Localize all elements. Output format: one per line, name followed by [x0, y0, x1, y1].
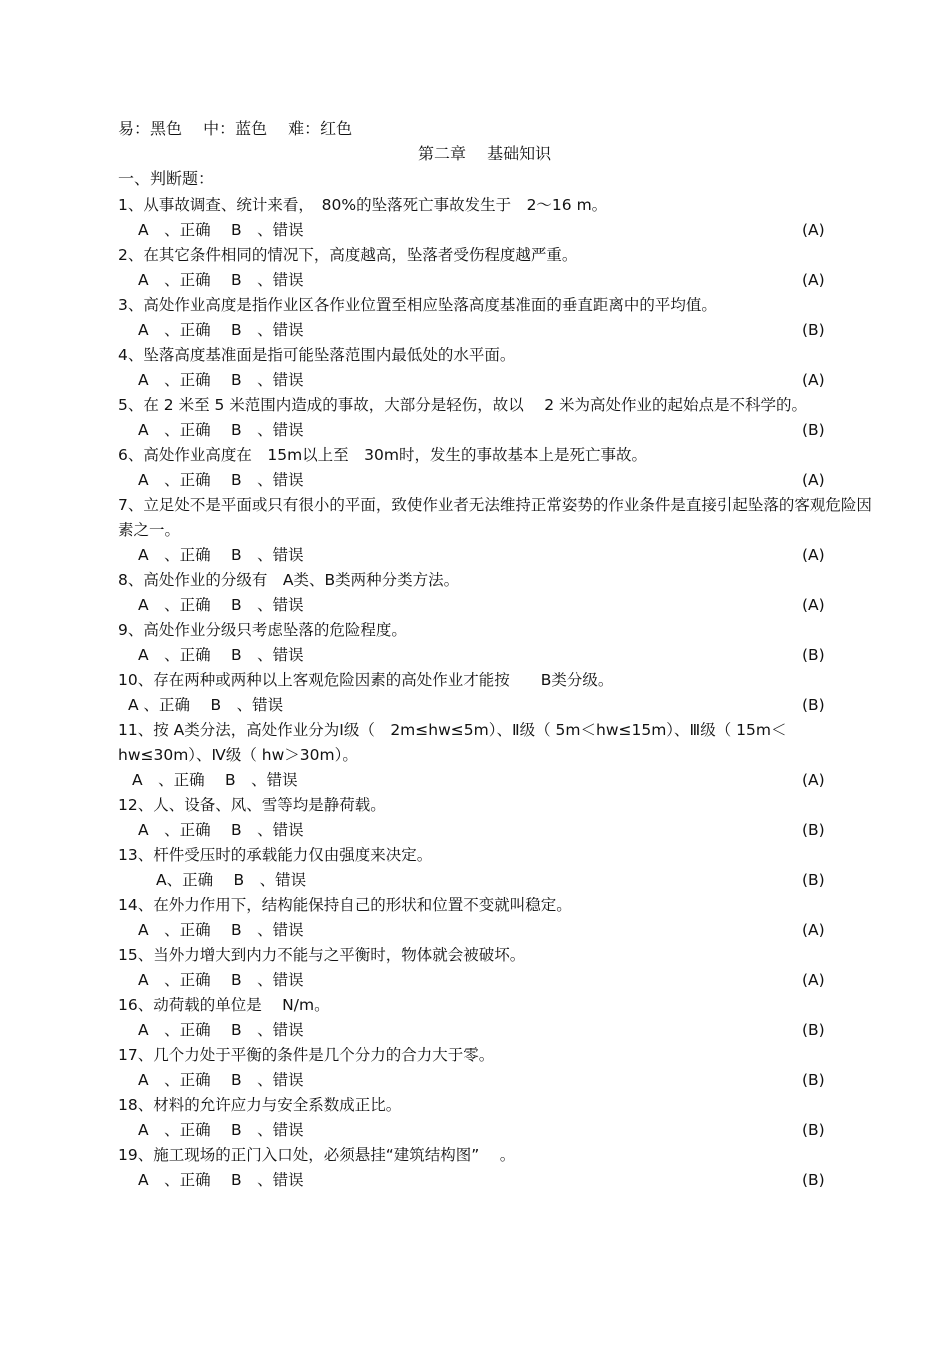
- question-options: A 、正确 B 、错误: [138, 546, 304, 564]
- section-title: 一、判断题：: [118, 169, 215, 188]
- question-stem: 17、几个力处于平衡的条件是几个分力的合力大于零。: [118, 1046, 495, 1064]
- question-stem: 5、在 2 米至 5 米范围内造成的事故，大部分是轻伤，故以 2 米为高处作业的起始点是不科学的。: [118, 396, 808, 414]
- question-stem: 7、立足处不是平面或只有很小的平面，致使作业者无法维持正常姿势的作业条件是直接引起坠落的客观危险因素之一。: [118, 496, 872, 539]
- option-row: [0, 1068, 950, 1093]
- question-list: [0, 193, 950, 1193]
- question-answer: (A): [802, 971, 825, 989]
- option-row: [0, 418, 950, 443]
- option-row: [0, 768, 950, 793]
- question-options: A 、正确 B 、错误: [138, 921, 304, 939]
- question-options: A 、正确 B 、错误: [138, 271, 304, 289]
- question-item: [0, 193, 950, 243]
- question-answer: (A): [802, 921, 825, 939]
- question-item: [0, 1143, 950, 1193]
- option-row: [0, 968, 950, 993]
- question-options: A 、正确 B 、错误: [138, 321, 304, 339]
- question-answer: (A): [802, 271, 825, 289]
- question-answer: (A): [802, 371, 825, 389]
- option-row: [0, 468, 950, 493]
- question-stem: 14、在外力作用下，结构能保持自己的形状和位置不变就叫稳定。: [118, 896, 572, 914]
- question-item: [0, 293, 950, 343]
- question-options: A 、正确 B 、错误: [138, 646, 304, 664]
- question-item: [0, 568, 950, 618]
- question-answer: (B): [802, 321, 825, 339]
- option-row: [0, 543, 950, 568]
- option-row: [0, 1018, 950, 1043]
- question-options: A 、正确 B 、错误: [138, 1121, 304, 1139]
- question-stem: 10、存在两种或两种以上客观危险因素的高处作业才能按 B类分级。: [118, 671, 614, 689]
- question-stem: 15、当外力增大到内力不能与之平衡时，物体就会被破坏。: [118, 946, 526, 964]
- question-answer: (B): [802, 821, 825, 839]
- option-row: [0, 268, 950, 293]
- question-item: [0, 943, 950, 993]
- question-stem: 2、在其它条件相同的情况下，高度越高，坠落者受伤程度越严重。: [118, 246, 578, 264]
- question-options: A 、正确 B 、错误: [138, 1021, 304, 1039]
- question-answer: (B): [802, 871, 825, 889]
- question-stem: 9、高处作业分级只考虑坠落的危险程度。: [118, 621, 407, 639]
- question-item: [0, 893, 950, 943]
- question-answer: (B): [802, 1171, 825, 1189]
- option-row: [0, 643, 950, 668]
- question-item: [0, 1043, 950, 1093]
- question-item: [0, 993, 950, 1043]
- question-options: A 、正确 B 、错误: [138, 221, 304, 239]
- question-options: A 、正确 B 、错误: [138, 471, 304, 489]
- question-options: A 、正确 B 、错误: [138, 421, 304, 439]
- question-item: [0, 668, 950, 718]
- question-stem: 19、施工现场的正门入口处，必须悬挂“建筑结构图” 。: [118, 1146, 516, 1164]
- option-row: [0, 868, 950, 893]
- option-row: [0, 1168, 950, 1193]
- option-row: [0, 918, 950, 943]
- option-row: [0, 318, 950, 343]
- question-answer: (A): [802, 471, 825, 489]
- question-stem: 6、高处作业高度在 15m以上至 30m时，发生的事故基本上是死亡事故。: [118, 446, 648, 464]
- question-item: [0, 843, 950, 893]
- question-stem: 18、材料的允许应力与安全系数成正比。: [118, 1096, 402, 1114]
- option-row: [0, 1118, 950, 1143]
- option-row: [0, 368, 950, 393]
- question-answer: (A): [802, 546, 825, 564]
- question-answer: (B): [802, 1071, 825, 1089]
- question-stem: 8、高处作业的分级有 A类、B类两种分类方法。: [118, 571, 460, 589]
- question-answer: (B): [802, 421, 825, 439]
- question-answer: (A): [802, 596, 825, 614]
- question-answer: (B): [802, 696, 825, 714]
- question-stem: 11、按 A类分法，高处作业分为Ⅰ级（ 2m≤hw≤5m）、Ⅱ级（ 5m＜hw≤15m）、Ⅲ级（ 15m＜hw≤30m）、Ⅳ级（ hw＞30m）。: [118, 721, 787, 764]
- option-row: [0, 818, 950, 843]
- question-options: A 、正确 B 、错误: [138, 1071, 304, 1089]
- question-answer: (B): [802, 1121, 825, 1139]
- question-options: A 、正确 B 、错误: [138, 971, 304, 989]
- question-options: A 、正确 B 、错误: [138, 371, 304, 389]
- question-item: [0, 443, 950, 493]
- question-item: [0, 393, 950, 443]
- question-stem: 4、坠落高度基准面是指可能坠落范围内最低处的水平面。: [118, 346, 516, 364]
- option-row: [0, 693, 950, 718]
- chapter-title: 第二章 基础知识: [418, 144, 552, 163]
- question-answer: (B): [802, 646, 825, 664]
- question-item: [0, 343, 950, 393]
- difficulty-legend: 易：黑色 中：蓝色 难：红色: [118, 119, 353, 138]
- question-answer: (B): [802, 1021, 825, 1039]
- question-stem: 3、高处作业高度是指作业区各作业位置至相应坠落高度基准面的垂直距离中的平均值。: [118, 296, 717, 314]
- question-options: A、正确 B 、错误: [156, 871, 307, 889]
- question-item: [0, 1093, 950, 1143]
- question-stem: 13、杆件受压时的承载能力仅由强度来决定。: [118, 846, 433, 864]
- question-options: A 、正确 B 、错误: [138, 1171, 304, 1189]
- question-answer: (A): [802, 771, 825, 789]
- question-answer: (A): [802, 221, 825, 239]
- question-item: [0, 618, 950, 668]
- question-options: A 、正确 B 、错误: [128, 696, 284, 714]
- option-row: [0, 218, 950, 243]
- question-options: A 、正确 B 、错误: [132, 771, 298, 789]
- question-stem: 1、从事故调查、统计来看， 80%的坠落死亡事故发生于 2～16 m。: [118, 196, 608, 214]
- question-item: [0, 793, 950, 843]
- question-stem: 16、动荷载的单位是 N/m。: [118, 996, 330, 1014]
- option-row: [0, 593, 950, 618]
- question-item: [0, 243, 950, 293]
- question-options: A 、正确 B 、错误: [138, 821, 304, 839]
- question-options: A 、正确 B 、错误: [138, 596, 304, 614]
- question-item: [0, 718, 950, 793]
- question-stem: 12、人、设备、风、雪等均是静荷载。: [118, 796, 386, 814]
- question-item: [0, 493, 950, 568]
